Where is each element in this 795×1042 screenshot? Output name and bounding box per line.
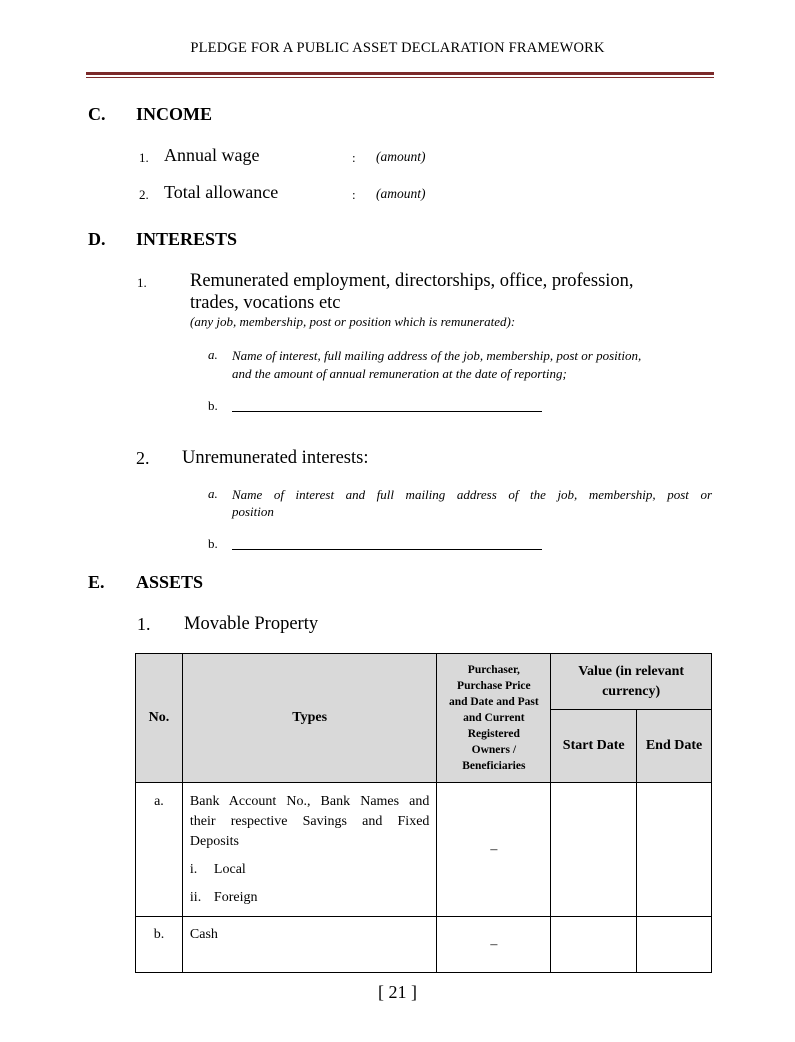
row-a-sub1-num: i. — [189, 862, 198, 877]
header-rule-thick — [86, 72, 714, 75]
row-a-purchaser: – — [437, 783, 551, 917]
income-item-2-colon: : — [352, 187, 356, 202]
income-item-1-label: Annual wage — [164, 145, 260, 165]
section-d-title: INTERESTS — [136, 229, 238, 249]
income-item-2-value: (amount) — [376, 186, 426, 201]
row-a-sub1-label: Local — [213, 862, 246, 877]
income-item-2-label: Total allowance — [164, 182, 279, 202]
interest-item-1-sub-a-line1: Name of interest, full mailing address of the job, membership, post or position, — [232, 348, 642, 363]
row-b-no: b. — [136, 917, 183, 973]
interest-item-1-label-line1: Remunerated employment, directorships, office, profession, — [190, 271, 634, 291]
row-a-end-date[interactable] — [637, 783, 712, 917]
income-item-1-num: 1. — [139, 150, 149, 165]
interest-item-1-sub-a-letter: a. — [208, 347, 218, 362]
section-c-title: INCOME — [136, 104, 212, 124]
row-a-no: a. — [136, 783, 183, 917]
col-header-start-date: Start Date — [551, 710, 637, 783]
interest-item-2-sub-b-letter: b. — [208, 536, 218, 551]
purchaser-header-line: and Date and Past — [448, 696, 539, 708]
row-b-purchaser: – — [437, 917, 551, 973]
interest-item-1-sub-a-line2: and the amount of annual remuneration at the date of reporting; — [232, 366, 567, 381]
movable-property-table — [135, 653, 712, 973]
col-header-end-date: End Date — [637, 710, 712, 783]
row-a-types — [182, 783, 436, 917]
interest-item-2-sub-a-line1: Name of interest and full mailing address of the job, membership, post or — [232, 487, 712, 502]
interest-item-2-num: 2. — [136, 448, 150, 468]
purchaser-header-line: Registered — [467, 728, 520, 740]
table-row — [136, 783, 712, 917]
header-rule-thin — [86, 77, 714, 78]
table-row — [136, 917, 712, 973]
row-b-end-date[interactable] — [637, 917, 712, 973]
interest-item-1-label-line2: trades, vocations etc — [190, 293, 341, 313]
row-a-sub2-num: ii. — [189, 890, 202, 905]
col-header-types: Types — [182, 654, 436, 783]
interest-item-2-sub-a-letter: a. — [208, 486, 218, 501]
row-a-sub-item-local — [190, 860, 429, 880]
interest-item-1-sub-b-letter: b. — [208, 398, 218, 413]
purchaser-header-line: Beneficiaries — [462, 760, 526, 772]
page-number: [ 21 ] — [378, 982, 417, 1002]
row-a-start-date[interactable] — [551, 783, 637, 917]
section-e-letter: E. — [88, 572, 105, 592]
row-a-sub2-label: Foreign — [213, 890, 258, 905]
section-c-letter: C. — [88, 104, 106, 124]
interest-item-1-num: 1. — [137, 275, 147, 290]
row-a-type-line3: Deposits — [189, 834, 239, 849]
section-e-title: ASSETS — [136, 572, 204, 592]
income-item-1-value: (amount) — [376, 149, 426, 164]
interest-item-2-blank-line[interactable] — [232, 549, 542, 550]
income-item-2-num: 2. — [139, 187, 149, 202]
interest-item-1-blank-line[interactable] — [232, 411, 542, 412]
purchaser-header-line: Owners / — [471, 744, 517, 756]
assets-item-1-num: 1. — [137, 614, 151, 634]
row-b-type: Cash — [182, 917, 436, 973]
section-d-letter: D. — [88, 229, 106, 249]
row-a-sub-item-foreign — [190, 888, 429, 908]
row-a-type-line2: their respective Savings and Fixed — [189, 814, 430, 829]
interest-item-2-sub-a-line2: position — [232, 504, 274, 519]
purchaser-header-line: Purchaser, — [467, 664, 520, 676]
purchaser-header-line: and Current — [463, 712, 525, 724]
row-b-start-date[interactable] — [551, 917, 637, 973]
purchaser-header-line: Purchase Price — [457, 680, 531, 692]
interest-item-1-note: (any job, membership, post or position which is remunerated): — [190, 314, 516, 329]
col-header-purchaser — [437, 654, 551, 783]
income-item-1-colon: : — [352, 150, 356, 165]
value-header-line2: currency) — [602, 683, 661, 699]
col-header-no: No. — [136, 654, 183, 783]
row-a-type-line1: Bank Account No., Bank Names and — [189, 794, 430, 809]
col-header-value — [551, 654, 712, 710]
assets-item-1-label: Movable Property — [184, 614, 319, 634]
page-header: PLEDGE FOR A PUBLIC ASSET DECLARATION FRAMEWORK — [190, 40, 605, 56]
interest-item-2-label: Unremunerated interests: — [182, 448, 369, 468]
value-header-line1: Value (in relevant — [578, 663, 685, 679]
